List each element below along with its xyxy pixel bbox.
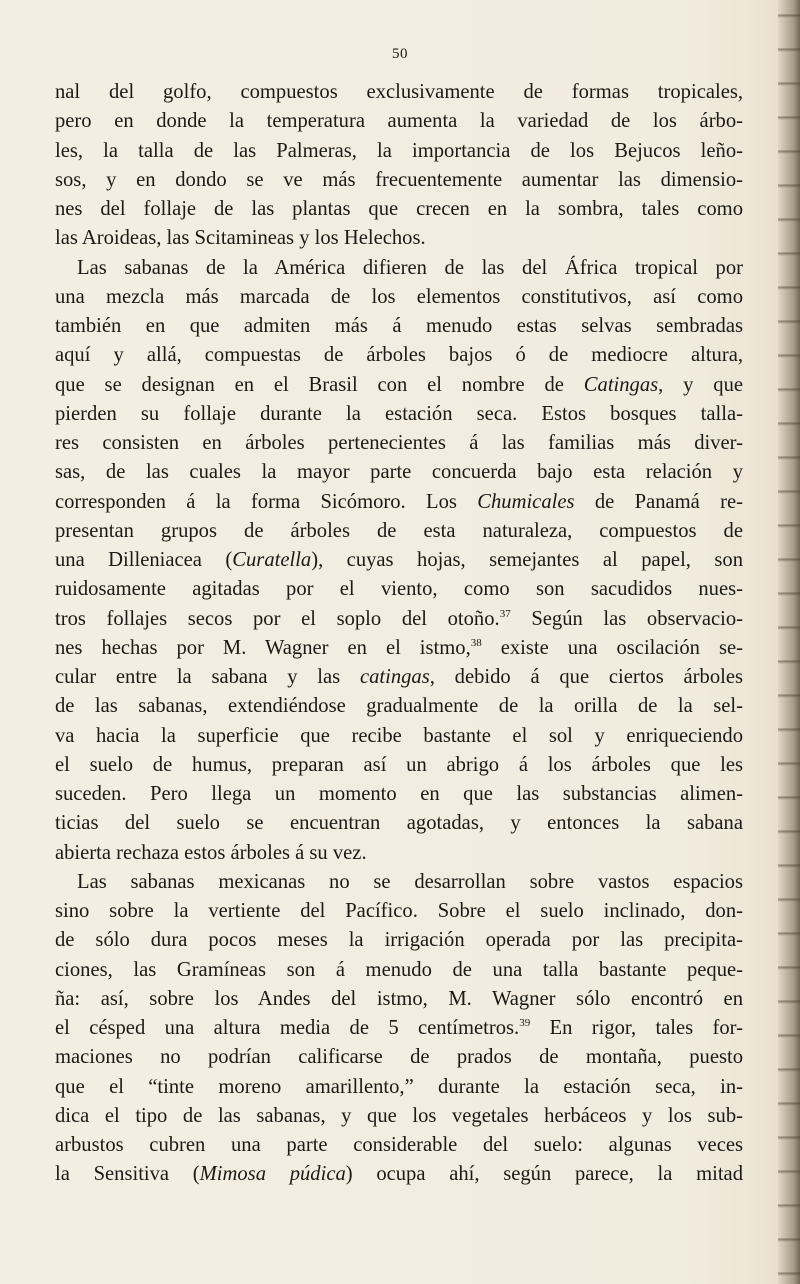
text-line: tros follajes secos por el soplo del otoño.$^{37}$ Según las observacio- [55,607,743,630]
paragraph-start-line: Las sabanas mexicanas no se desarrollan sobre vastos espacios [77,870,743,893]
text-line: maciones no podrían calificarse de prados de montaña, puesto [55,1046,743,1069]
italic-term: Curatella [232,549,312,571]
text-line: pero en donde la temperatura aumenta la variedad de los árbo- [55,110,743,133]
text-line: el césped una altura media de 5 centímetros.$^{39}$ En rigor, tales for- [55,1017,743,1039]
text-line: abierta rechaza estos árboles á su vez. [55,841,367,864]
text-line: sos, y en dondo se ve más frecuentemente aumentar las dimensio- [55,168,743,191]
text-line: sas, de las cuales la mayor parte concuerda bajo esta relación y [55,461,743,484]
body-text [55,78,743,1190]
text-line: también en que admiten más á menudo estas selvas sembradas [55,315,743,337]
text-line: de sólo dura pocos meses la irrigación operada por las precipita- [55,929,743,952]
paragraph-start-line: Las sabanas de la América difieren de las del África tropical por [77,256,743,279]
footnote-ref: 38 [470,636,482,649]
italic-term: catingas [359,666,430,688]
text-line: que se designan en el Brasil con el nombre de Catingas, y que [55,373,743,396]
text-line: res consisten en árboles pertenecientes á las familias más diver- [55,432,743,454]
text-line: nes del follaje de las plantas que crecen en la sombra, tales como [55,198,743,220]
italic-term: Mimosa púdica [199,1163,346,1186]
footnote-ref: 37 [499,607,511,620]
text-line: presentan grupos de árboles de esta naturaleza, compuestos de [55,519,743,542]
page-number: 50 [392,46,408,62]
text-line: ciones, las Gramíneas son á menudo de una talla bastante peque- [55,958,743,981]
text-line: una mezcla más marcada de los elementos constitutivos, así como [55,285,743,308]
text-line: nal del golfo, compuestos exclusivamente de formas tropicales, [55,81,743,103]
text-line: que el “tinte moreno amarillento,” durante la estación seca, in- [55,1075,743,1098]
text-line: sino sobre la vertiente del Pacífico. Sobre el suelo inclinado, don- [55,900,743,922]
italic-term: Catingas [583,373,659,396]
text-line: ruidosamente agitadas por el viento, como son sacudidos nues- [55,578,743,601]
text-line: las Aroideas, las Scitamineas y los Helechos. [55,227,426,250]
italic-term: Chumicales [477,490,575,513]
text-line: una Dilleniacea (Curatella), cuyas hojas, semejantes al papel, son [55,549,744,571]
text-line: arbustos cubren una parte considerable del suelo: algunas veces [55,1134,743,1156]
text-line: va hacia la superficie que recibe bastante el sol y enriqueciendo [55,724,743,747]
text-line: pierden su follaje durante la estación seca. Estos bosques talla- [55,402,743,425]
text-line: nes hechas por M. Wagner en el istmo,$^{38}$ existe una oscilación se- [55,636,743,659]
text-line: aquí y allá, compuestas de árboles bajos ó de mediocre altura, [55,344,743,367]
text-line: ticias del suelo se encuentran agotadas, y entonces la sabana [55,812,743,835]
text-line: suceden. Pero llega un momento en que las substancias alimen- [55,783,743,805]
page-edge-shadow [778,0,800,1284]
text-line: dica el tipo de las sabanas, y que los vegetales herbáceos y los sub- [55,1104,743,1127]
footnote-ref: 39 [519,1017,531,1030]
text-line: de las sabanas, extendiéndose gradualmente de la orilla de la sel- [55,695,743,718]
text-line: cular entre la sabana y las catingas, debido á que ciertos árboles [55,666,743,688]
text-line: corresponden á la forma Sicómoro. Los Chumicales de Panamá re- [55,490,743,513]
text-line: la Sensitiva (Mimosa púdica) ocupa ahí, según parece, la mitad [55,1163,743,1186]
text-line: el suelo de humus, preparan así un abrigo á los árboles que les [55,753,743,776]
text-line: les, la talla de las Palmeras, la importancia de los Bejucos leño- [55,139,743,162]
text-line: ña: así, sobre los Andes del istmo, M. Wagner sólo encontró en [55,987,743,1010]
